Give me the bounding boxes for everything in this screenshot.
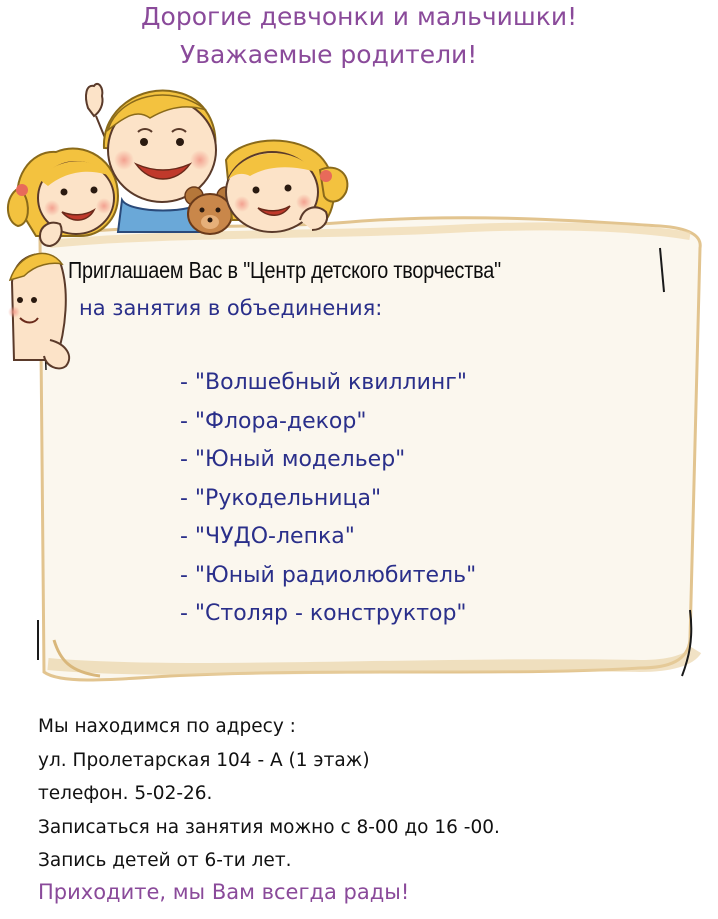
closing-message: Приходите, мы Вам всегда рады!: [38, 880, 410, 904]
club-item-radio-amateur: - "Юный радиолюбитель": [180, 562, 477, 588]
age-requirement: Запись детей от 6-ти лет.: [38, 850, 292, 871]
girl-right: [226, 141, 347, 232]
side-child: [8, 253, 69, 368]
invitation-subtitle: на занятия в объединения:: [79, 296, 383, 320]
club-item-flora-decor: - "Флора-декор": [180, 408, 367, 434]
club-list: [180, 364, 476, 634]
club-item-modeling: - "ЧУДО-лепка": [180, 524, 355, 549]
club-item-young-designer: - "Юный модельер": [180, 447, 406, 472]
greeting-line-2: Уважаемые родители!: [180, 40, 478, 69]
contact-info: [38, 712, 500, 880]
address: ул. Пролетарская 104 - А (1 этаж): [38, 749, 370, 771]
club-item-needlewoman: - "Рукодельница": [180, 485, 382, 511]
greeting-line-1: Дорогие девчонки и мальчишки!: [141, 2, 578, 31]
club-item-carpenter: - "Столяр - конструктор": [180, 601, 467, 626]
address-label: Мы находимся по адресу :: [38, 716, 296, 737]
enrollment-hours: Записаться на занятия можно с 8-00 до 16 -00.: [38, 816, 500, 838]
club-item-quilling: - "Волшебный квиллинг": [180, 370, 467, 395]
invitation-title: Приглашаем Вас в "Центр детского творчества": [68, 257, 501, 283]
phone: телефон. 5-02-26.: [38, 783, 213, 804]
